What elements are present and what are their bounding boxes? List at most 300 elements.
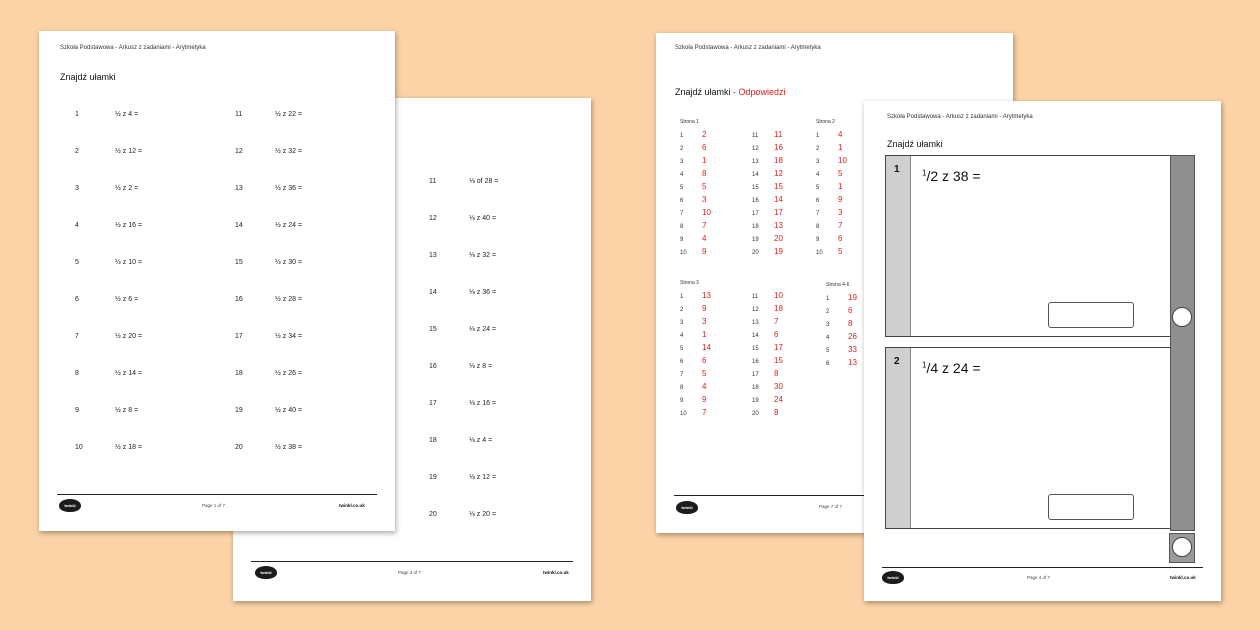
question-number-strip <box>886 348 911 528</box>
answer-question-number: 7 <box>680 211 684 217</box>
question-number: 13 <box>429 252 437 259</box>
answer-question-number: 5 <box>826 348 830 354</box>
answer-value: 5 <box>838 247 843 256</box>
worksheet-page-front-right <box>864 101 1221 601</box>
question-number: 17 <box>235 333 243 340</box>
footer-divider <box>882 567 1203 568</box>
answer-value: 26 <box>848 332 857 341</box>
answer-group-label: Strona 2 <box>816 119 835 125</box>
answer-question-number: 9 <box>680 237 684 243</box>
footer-divider <box>251 561 573 562</box>
answer-row <box>752 395 783 408</box>
answer-question-number: 6 <box>680 198 684 204</box>
answer-value: 19 <box>774 247 783 256</box>
question-expression: ⅛ z 20 = <box>469 511 497 518</box>
answer-question-number: 8 <box>816 224 820 230</box>
answer-value: 1 <box>702 156 707 165</box>
answer-question-number: 5 <box>816 185 820 191</box>
answer-row <box>826 358 857 371</box>
answer-row <box>816 221 847 234</box>
question-expression: $^1$/2 z 38 = <box>922 168 981 184</box>
site-url: twinkl.co.uk <box>339 503 365 508</box>
answer-question-number: 6 <box>816 198 820 204</box>
page-number: Page 1 of 7 <box>202 503 226 508</box>
answer-group-label: Strona 3 <box>680 280 699 286</box>
answer-row <box>680 330 711 343</box>
question-row <box>429 474 496 481</box>
answer-row <box>680 317 711 330</box>
question-number: 6 <box>75 296 79 303</box>
question-number: 1 <box>894 164 900 175</box>
answer-value: 14 <box>774 195 783 204</box>
answer-question-number: 14 <box>752 172 759 178</box>
question-row <box>429 437 492 444</box>
question-row <box>235 111 302 118</box>
answer-value: 1 <box>702 330 707 339</box>
answer-question-number: 17 <box>752 372 759 378</box>
question-row <box>429 326 496 333</box>
answer-question-number: 3 <box>680 320 684 326</box>
sheet-title <box>675 87 786 97</box>
answer-value: 6 <box>774 330 779 339</box>
answer-value: 5 <box>702 182 707 191</box>
question-row <box>235 444 302 451</box>
answer-value: 12 <box>774 169 783 178</box>
answer-row <box>752 343 783 356</box>
answer-question-number: 16 <box>752 198 759 204</box>
question-row <box>429 289 496 296</box>
fraction-denominator: 2 <box>930 168 939 184</box>
answer-value: 18 <box>774 304 783 313</box>
answer-value: 1 <box>838 182 843 191</box>
answer-question-number: 6 <box>680 359 684 365</box>
answer-question-number: 20 <box>752 250 759 256</box>
answers-label: - Odpowiedzi <box>730 87 786 97</box>
question-number: 2 <box>75 148 79 155</box>
question-row <box>235 185 302 192</box>
footer-divider <box>57 494 377 495</box>
answer-row <box>752 169 783 182</box>
answer-row <box>816 130 847 143</box>
answer-question-number: 12 <box>752 307 759 313</box>
answer-row <box>752 291 783 304</box>
question-number: 10 <box>75 444 83 451</box>
answer-value: 13 <box>848 358 857 367</box>
question-number: 19 <box>235 407 243 414</box>
answer-row <box>752 356 783 369</box>
question-expression: ½ z 32 = <box>275 148 303 155</box>
question-number-strip <box>886 156 911 336</box>
sheet-header: Szkoła Podstawowa - Arkusz z zadaniami - Arytmetyka <box>887 114 1033 120</box>
answer-value: 2 <box>702 130 707 139</box>
answer-question-number: 14 <box>752 333 759 339</box>
question-row <box>75 296 138 303</box>
answer-question-number: 10 <box>680 250 687 256</box>
question-expression: ½ z 16 = <box>115 222 143 229</box>
question-number: 14 <box>235 222 243 229</box>
progress-rail <box>1170 155 1195 531</box>
answer-row <box>816 208 847 221</box>
question-number: 5 <box>75 259 79 266</box>
answer-row <box>752 234 783 247</box>
question-expression: ⅛ of 28 = <box>469 178 499 185</box>
question-row <box>429 252 496 259</box>
sheet-header: Szkoła Podstawowa - Arkusz z zadaniami - Arytmetyka <box>675 45 821 51</box>
answer-group-group1 <box>680 119 711 260</box>
answer-question-number: 9 <box>816 237 820 243</box>
answer-question-number: 10 <box>680 411 687 417</box>
page-number: Page 4 of 7 <box>1027 575 1051 580</box>
question-row <box>235 407 302 414</box>
question-box-1 <box>885 155 1171 337</box>
answer-value: 14 <box>702 343 711 352</box>
question-expression: ½ z 38 = <box>275 444 303 451</box>
twinkl-logo: twinkl <box>676 501 698 514</box>
answer-group-group2 <box>816 119 847 260</box>
question-number: 12 <box>235 148 243 155</box>
question-number: 4 <box>75 222 79 229</box>
answer-row <box>680 356 711 369</box>
answer-question-number: 12 <box>752 146 759 152</box>
answer-value: 8 <box>702 169 707 178</box>
sheet-header: Szkoła Podstawowa - Arkusz z zadaniami - Arytmetyka <box>60 45 206 51</box>
question-number: 12 <box>429 215 437 222</box>
answer-row <box>816 234 847 247</box>
answer-row <box>752 317 783 330</box>
answer-row <box>680 208 711 221</box>
answer-question-number: 3 <box>816 159 820 165</box>
answer-question-number: 1 <box>680 133 684 139</box>
answer-value: 9 <box>702 395 707 404</box>
answer-value: 5 <box>702 369 707 378</box>
answer-row <box>680 291 711 304</box>
twinkl-logo: twinkl <box>882 571 904 584</box>
question-row <box>75 259 142 266</box>
answer-question-number: 18 <box>752 385 759 391</box>
answer-question-number: 5 <box>680 185 684 191</box>
answer-row <box>752 182 783 195</box>
expression-rest: z 38 = <box>938 168 981 184</box>
answer-row <box>752 195 783 208</box>
question-expression: ⅛ z 16 = <box>469 400 497 407</box>
answer-row <box>680 382 711 395</box>
answer-value: 9 <box>702 247 707 256</box>
answer-row <box>680 395 711 408</box>
answer-value: 6 <box>702 143 707 152</box>
answer-row <box>680 369 711 382</box>
question-expression: ½ z 28 = <box>275 296 303 303</box>
question-row <box>75 333 142 340</box>
answer-question-number: 19 <box>752 237 759 243</box>
question-number: 16 <box>235 296 243 303</box>
answer-group-label <box>752 280 783 291</box>
answer-value: 7 <box>838 221 843 230</box>
answer-question-number: 18 <box>752 224 759 230</box>
question-row <box>75 111 138 118</box>
answer-question-number: 19 <box>752 398 759 404</box>
site-url: twinkl.co.uk <box>543 570 569 575</box>
answer-row <box>752 408 783 421</box>
answer-row <box>826 293 857 306</box>
answer-question-number: 4 <box>826 335 830 341</box>
answer-group-label <box>752 119 783 130</box>
answer-value: 19 <box>848 293 857 302</box>
answer-value: 7 <box>702 221 707 230</box>
answer-row <box>752 330 783 343</box>
answer-question-number: 3 <box>826 322 830 328</box>
answer-question-number: 6 <box>826 361 830 367</box>
answer-row <box>816 182 847 195</box>
answer-question-number: 13 <box>752 320 759 326</box>
question-expression: ½ z 10 = <box>115 259 143 266</box>
question-row <box>75 370 142 377</box>
progress-knob-1[interactable] <box>1172 307 1192 327</box>
answer-value: 4 <box>838 130 843 139</box>
answer-row <box>752 382 783 395</box>
answer-question-number: 4 <box>816 172 820 178</box>
question-number: 1 <box>75 111 79 118</box>
answer-question-number: 2 <box>816 146 820 152</box>
answer-value: 17 <box>774 343 783 352</box>
question-row <box>235 148 302 155</box>
question-expression: ⅛ z 40 = <box>469 215 497 222</box>
answer-question-number: 1 <box>816 133 820 139</box>
answer-question-number: 10 <box>816 250 823 256</box>
answer-value: 6 <box>848 306 853 315</box>
question-number: 15 <box>429 326 437 333</box>
answer-question-number: 4 <box>680 172 684 178</box>
answer-row <box>752 369 783 382</box>
answer-row <box>826 306 857 319</box>
question-expression: ⅛ z 4 = <box>469 437 493 444</box>
answer-row <box>680 408 711 421</box>
answer-row <box>680 234 711 247</box>
answer-value: 10 <box>702 208 711 217</box>
answer-question-number: 17 <box>752 211 759 217</box>
answer-group-label: Strona 1 <box>680 119 699 125</box>
question-expression: ⅛ z 24 = <box>469 326 497 333</box>
question-expression: ⅛ z 12 = <box>469 474 497 481</box>
question-row <box>235 296 302 303</box>
question-expression: ½ z 34 = <box>275 333 303 340</box>
answer-question-number: 2 <box>680 307 684 313</box>
question-row <box>429 363 492 370</box>
answer-question-number: 11 <box>752 294 759 300</box>
answer-value: 9 <box>838 195 843 204</box>
answer-value: 6 <box>702 356 707 365</box>
question-expression: ½ z 12 = <box>115 148 143 155</box>
answer-value: 20 <box>774 234 783 243</box>
site-url: twinkl.co.uk <box>1170 575 1196 580</box>
answer-row <box>752 143 783 156</box>
question-number: 7 <box>75 333 79 340</box>
answer-row <box>752 247 783 260</box>
question-expression: ½ z 24 = <box>275 222 303 229</box>
question-expression: ½ z 22 = <box>275 111 303 118</box>
question-number: 13 <box>235 185 243 192</box>
question-row <box>429 511 496 518</box>
answer-value: 9 <box>702 304 707 313</box>
answer-input[interactable] <box>1048 494 1134 520</box>
answer-value: 8 <box>774 408 779 417</box>
answer-question-number: 20 <box>752 411 759 417</box>
answer-row <box>680 169 711 182</box>
answer-question-number: 5 <box>680 346 684 352</box>
answer-value: 10 <box>838 156 847 165</box>
answer-value: 13 <box>774 221 783 230</box>
question-expression: ⅛ z 8 = <box>469 363 493 370</box>
answer-row <box>680 130 711 143</box>
question-expression: ½ z 30 = <box>275 259 303 266</box>
answer-question-number: 1 <box>680 294 684 300</box>
answer-value: 4 <box>702 382 707 391</box>
answer-row <box>680 247 711 260</box>
expression-rest: z 24 = <box>938 360 981 376</box>
answer-value: 10 <box>774 291 783 300</box>
question-number: 15 <box>235 259 243 266</box>
question-number: 18 <box>235 370 243 377</box>
question-number: 8 <box>75 370 79 377</box>
question-number: 2 <box>894 356 900 367</box>
question-expression: ½ z 8 = <box>115 407 139 414</box>
question-row <box>235 222 302 229</box>
question-row <box>429 178 498 185</box>
answer-question-number: 2 <box>826 309 830 315</box>
answer-input[interactable] <box>1048 302 1134 328</box>
question-expression: $^1$/4 z 24 = <box>922 360 981 376</box>
answer-group-label: Strona 4-6 <box>826 282 850 288</box>
answer-value: 3 <box>838 208 843 217</box>
question-number: 18 <box>429 437 437 444</box>
answer-row <box>826 332 857 345</box>
question-number: 19 <box>429 474 437 481</box>
question-row <box>235 259 302 266</box>
answer-value: 15 <box>774 182 783 191</box>
answer-row <box>816 247 847 260</box>
question-row <box>235 370 302 377</box>
answer-row <box>816 156 847 169</box>
question-number: 11 <box>235 111 243 118</box>
answer-question-number: 7 <box>680 372 684 378</box>
answer-row <box>680 343 711 356</box>
question-expression: ½ z 18 = <box>115 444 143 451</box>
answer-row <box>816 169 847 182</box>
answer-question-number: 16 <box>752 359 759 365</box>
answer-value: 13 <box>702 291 711 300</box>
question-expression: ½ z 40 = <box>275 407 303 414</box>
answer-question-number: 13 <box>752 159 759 165</box>
answer-value: 17 <box>774 208 783 217</box>
answer-row <box>826 319 857 332</box>
answer-group-group3b <box>752 280 783 421</box>
answer-value: 33 <box>848 345 857 354</box>
answer-value: 11 <box>774 130 783 139</box>
question-row <box>75 148 142 155</box>
answer-row <box>680 195 711 208</box>
answer-row <box>816 143 847 156</box>
question-row <box>75 444 142 451</box>
answer-value: 30 <box>774 382 783 391</box>
answer-question-number: 4 <box>680 333 684 339</box>
question-expression: ½ z 26 = <box>275 370 303 377</box>
answer-question-number: 15 <box>752 185 759 191</box>
question-expression: ½ z 20 = <box>115 333 143 340</box>
answer-question-number: 11 <box>752 133 759 139</box>
answer-row <box>752 221 783 234</box>
answer-value: 4 <box>702 234 707 243</box>
answer-value: 6 <box>838 234 843 243</box>
answer-value: 16 <box>774 143 783 152</box>
question-row <box>429 215 496 222</box>
question-number: 20 <box>429 511 437 518</box>
question-row <box>75 222 142 229</box>
sheet-title: Znajdź ułamki <box>887 139 943 149</box>
question-number: 16 <box>429 363 437 370</box>
twinkl-logo: twinkl <box>255 566 277 579</box>
page-number: Page 7 of 7 <box>819 504 843 509</box>
answer-value: 8 <box>774 369 779 378</box>
question-box-2 <box>885 347 1171 529</box>
answer-question-number: 1 <box>826 296 830 302</box>
answer-row <box>680 156 711 169</box>
question-number: 3 <box>75 185 79 192</box>
answer-row <box>680 221 711 234</box>
answer-row <box>752 130 783 143</box>
answer-question-number: 2 <box>680 146 684 152</box>
sheet-title: Znajdź ułamki <box>60 72 116 82</box>
answer-row <box>752 208 783 221</box>
question-row <box>235 333 302 340</box>
answer-row <box>752 304 783 317</box>
question-number: 20 <box>235 444 243 451</box>
answer-group-group3 <box>680 280 711 421</box>
question-row <box>75 407 138 414</box>
answer-value: 7 <box>774 317 779 326</box>
worksheet-page-front-left <box>39 31 395 531</box>
answer-group-group1b <box>752 119 783 260</box>
answer-row <box>752 156 783 169</box>
title-text: Znajdź ułamki <box>675 87 731 97</box>
fraction-numerator: 1 <box>922 360 927 370</box>
answer-value: 18 <box>774 156 783 165</box>
question-expression: ⅛ z 32 = <box>469 252 497 259</box>
answer-value: 1 <box>838 143 843 152</box>
answer-row <box>826 345 857 358</box>
answer-question-number: 8 <box>680 224 684 230</box>
answer-question-number: 7 <box>816 211 820 217</box>
answer-question-number: 15 <box>752 346 759 352</box>
question-expression: ⅛ z 36 = <box>469 289 497 296</box>
question-expression: ½ z 4 = <box>115 111 139 118</box>
answer-row <box>680 143 711 156</box>
question-expression: ½ z 36 = <box>275 185 303 192</box>
page-number: Page 3 of 7 <box>398 570 422 575</box>
question-row <box>75 185 138 192</box>
progress-knob-2[interactable] <box>1172 537 1192 557</box>
answer-value: 8 <box>848 319 853 328</box>
question-number: 17 <box>429 400 437 407</box>
answer-value: 5 <box>838 169 843 178</box>
answer-row <box>680 304 711 317</box>
answer-question-number: 3 <box>680 159 684 165</box>
twinkl-logo: twinkl <box>59 499 81 512</box>
question-row <box>429 400 496 407</box>
answer-row <box>816 195 847 208</box>
answer-value: 3 <box>702 195 707 204</box>
answer-question-number: 9 <box>680 398 684 404</box>
question-expression: ½ z 6 = <box>115 296 139 303</box>
answer-value: 24 <box>774 395 783 404</box>
